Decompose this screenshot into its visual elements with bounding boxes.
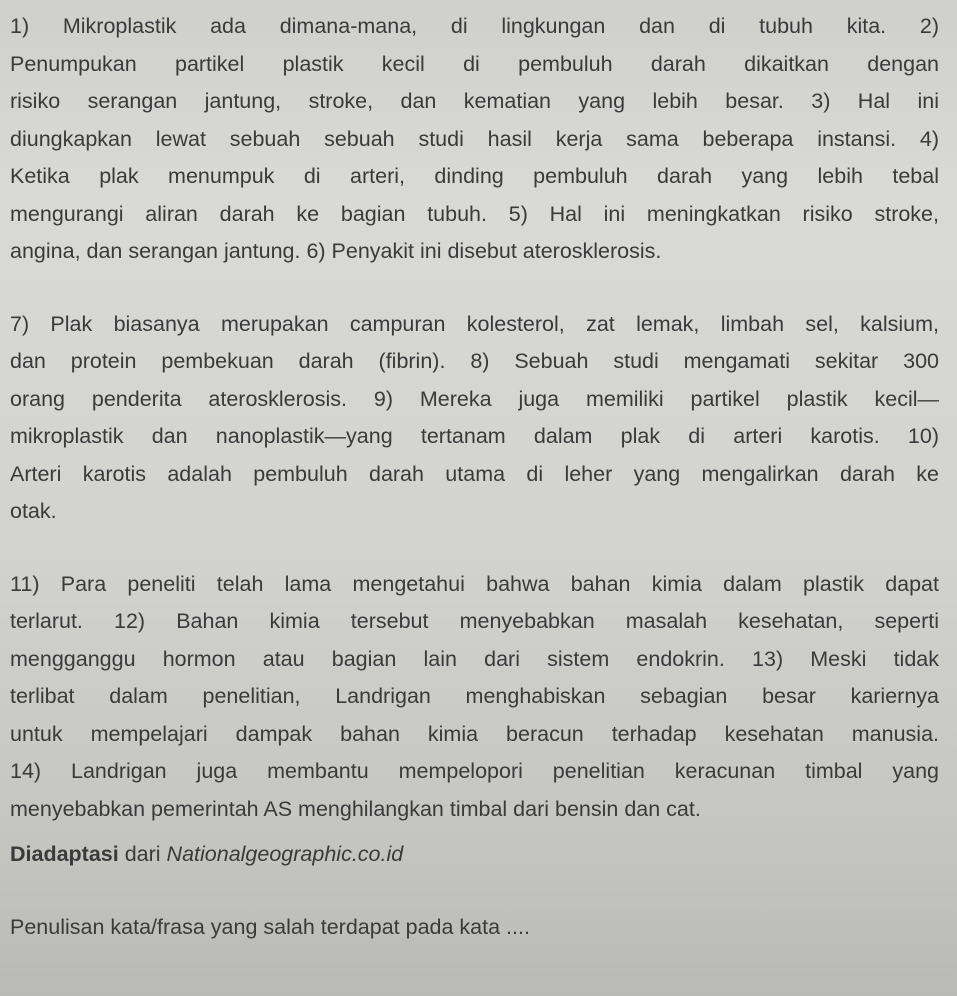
text-line: menyebabkan pemerintah AS menghilangkan timbal dari bensin dan cat.: [10, 796, 701, 821]
text-line: terlibat dalam penelitian, Landrigan menghabiskan sebagian besar kariernya: [10, 684, 939, 708]
text-line: mengurangi aliran darah ke bagian tubuh. 5) Hal ini meningkatkan risiko stroke,: [10, 201, 939, 226]
text-line: 1) Mikroplastik ada dimana-mana, di lingkungan dan di tubuh kita. 2): [10, 14, 939, 38]
text-line: otak.: [10, 499, 57, 523]
paragraph-2: [10, 306, 939, 531]
text-line: risiko serangan jantung, stroke, dan kematian yang lebih besar. 3) Hal ini: [10, 89, 939, 113]
article: [10, 8, 939, 946]
text-line: mikroplastik dan nanoplastik—yang tertanam dalam plak di arteri karotis. 10): [10, 424, 939, 448]
text-line: angina, dan serangan jantung. 6) Penyakit ini disebut aterosklerosis.: [10, 239, 662, 263]
text-line: terlarut. 12) Bahan kimia tersebut menyebabkan masalah kesehatan, seperti: [10, 609, 939, 633]
text-line: mengganggu hormon atau bagian lain dari sistem endokrin. 13) Meski tidak: [10, 646, 939, 671]
text-line: untuk mempelajari dampak bahan kimia beracun terhadap kesehatan manusia.: [10, 721, 939, 746]
text-line: Ketika plak menumpuk di arteri, dinding pembuluh darah yang lebih tebal: [10, 164, 939, 188]
paragraph-3: [10, 566, 939, 829]
source-label: Diadaptasi: [10, 842, 119, 866]
text-line: Arteri karotis adalah pembuluh darah utama di leher yang mengalirkan darah ke: [10, 461, 939, 486]
source-site: Nationalgeographic.co.id: [166, 842, 404, 866]
text-line: Penumpukan partikel plastik kecil di pembuluh darah dikaitkan dengan: [10, 51, 939, 76]
paragraph-1: [10, 8, 939, 271]
text-line: 11) Para peneliti telah lama mengetahui bahwa bahan kimia dalam plastik dapat: [10, 571, 939, 596]
text-line: dan protein pembekuan darah (fibrin). 8) Sebuah studi mengamati sekitar 300: [10, 349, 939, 373]
text-line: 14) Landrigan juga membantu mempelopori penelitian keracunan timbal yang: [10, 759, 939, 783]
question-text: Penulisan kata/frasa yang salah terdapat pada kata ....: [10, 914, 530, 939]
text-line: diungkapkan lewat sebuah sebuah studi hasil kerja sama beberapa instansi. 4): [10, 126, 939, 151]
source-connector: dari: [118, 842, 167, 866]
text-line: 7) Plak biasanya merupakan campuran kolesterol, zat lemak, limbah sel, kalsium,: [10, 311, 939, 336]
text-line: orang penderita aterosklerosis. 9) Mereka juga memiliki partikel plastik kecil—: [10, 386, 939, 411]
source-credit: [10, 836, 939, 874]
